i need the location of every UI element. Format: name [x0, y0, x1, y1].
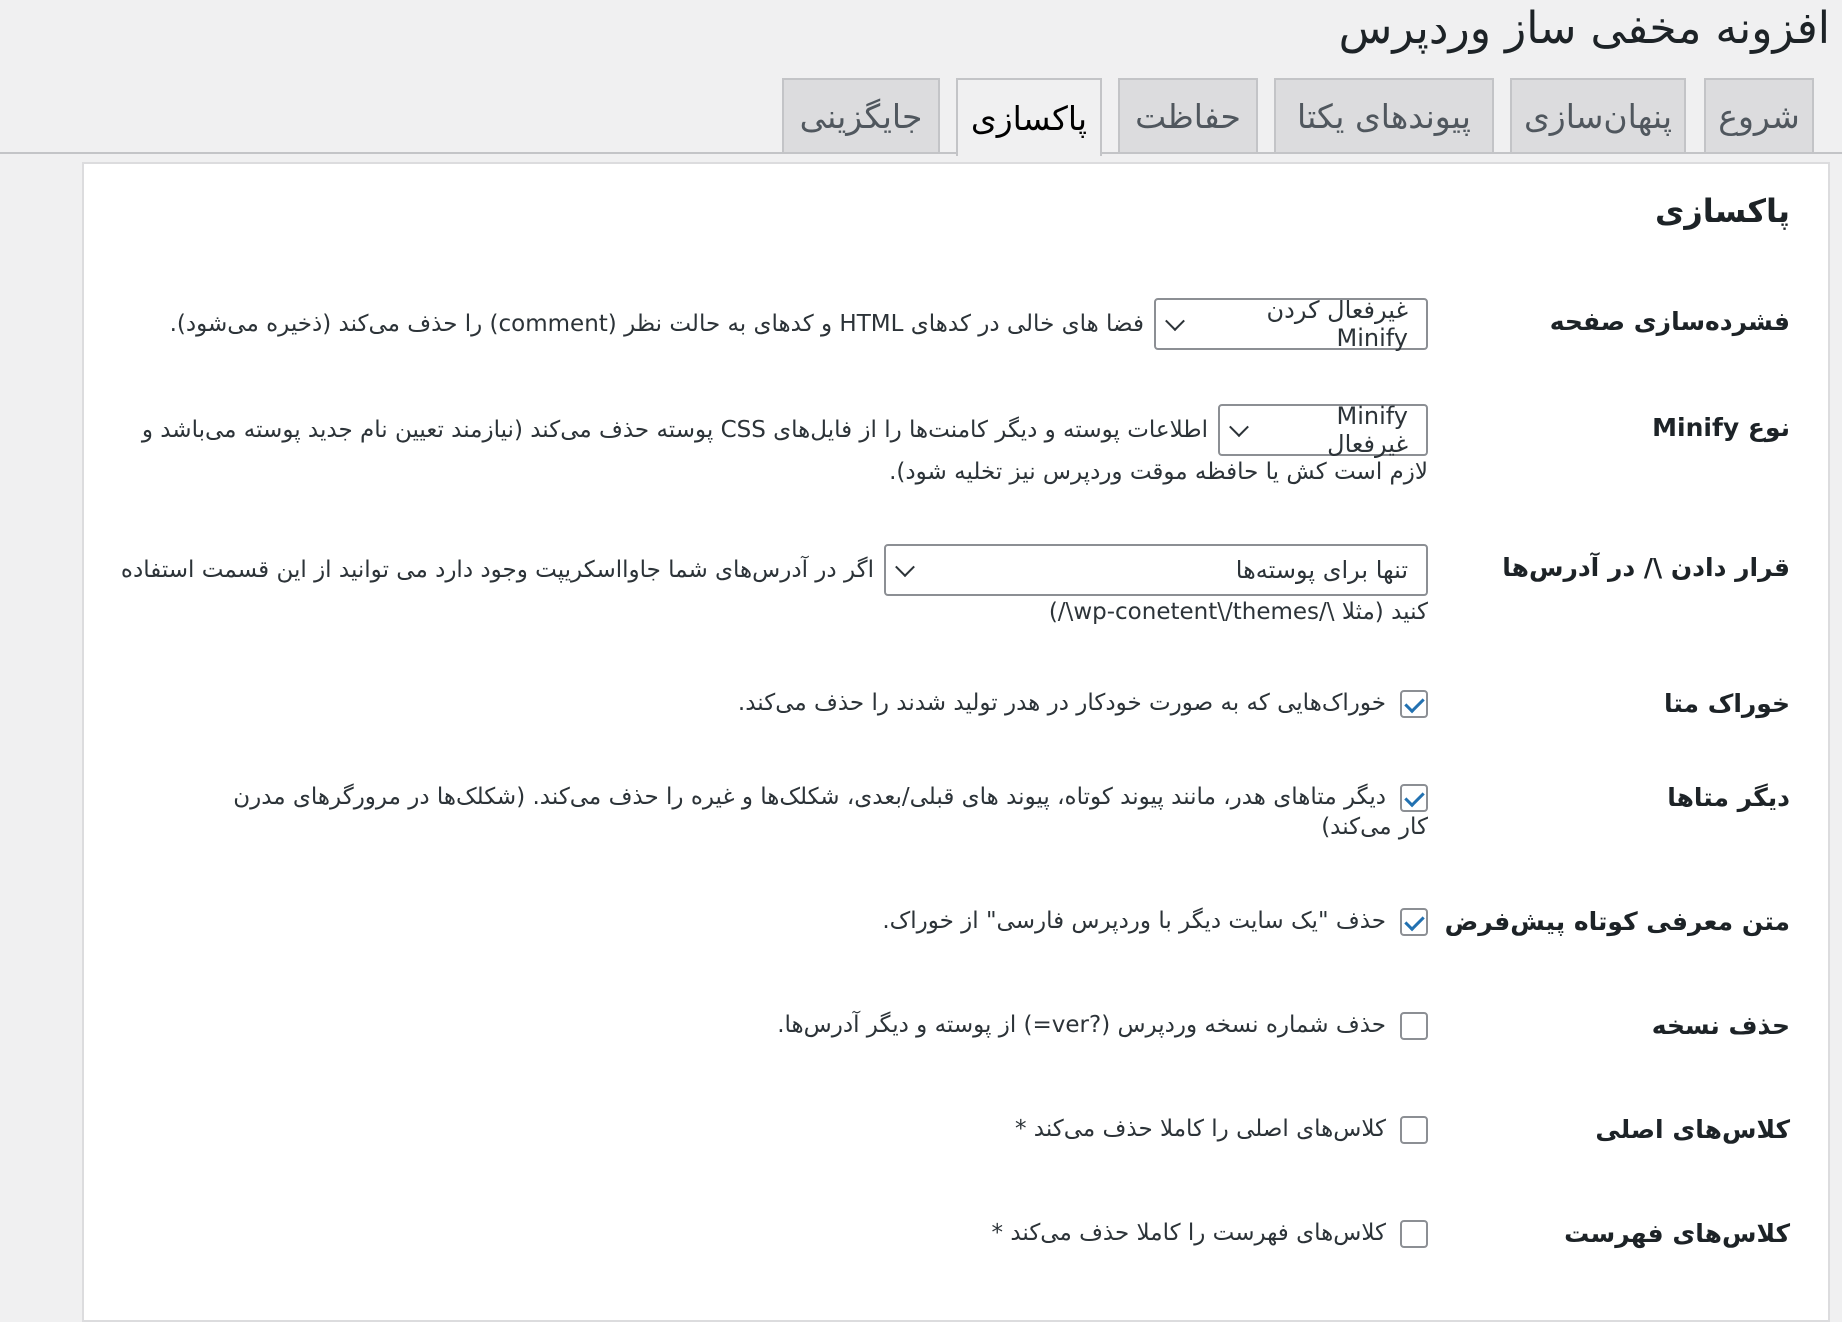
meta-feed-label: خوراک متا [1663, 689, 1790, 718]
remove-version-checkbox[interactable] [1400, 1012, 1428, 1040]
menu-classes-description: کلاس‌های فهرست را کاملا حذف می‌کند * [991, 1220, 1386, 1246]
default-tagline-description: حذف "یک سایت دیگر با وردپرس فارسی" از خوراک. [882, 908, 1386, 934]
tab-permalinks[interactable]: پیوندهای یکتا [1274, 78, 1494, 152]
default-tagline-label: متن معرفی کوتاه پیش‌فرض [1444, 907, 1790, 936]
default-tagline-checkbox[interactable] [1400, 908, 1428, 936]
remove-version-label: حذف نسخه [1651, 1011, 1790, 1040]
remove-version-description: حذف شماره نسخه وردپرس (?ver=) از پوسته و دیگر آدرس‌ها. [777, 1012, 1386, 1038]
page-compression-label: فشرده‌سازی صفحه [1549, 307, 1790, 336]
minify-type-description-line2: لازم است کش یا حافظه موقت وردپرس نیز تخلیه شود). [889, 459, 1428, 485]
body-classes-label: کلاس‌های اصلی [1595, 1115, 1790, 1144]
url-slash-label: قرار دادن \/ در آدرس‌ها [1502, 553, 1790, 582]
other-meta-description-line2: کار می‌کند) [1321, 814, 1428, 840]
other-meta-description-line1: دیگر متاهای هدر، مانند پیوند کوتاه، پیوند های قبلی/بعدی، شکلک‌ها و غیره را حذف می‌کند. (شکلک‌ها در مرورگرهای مدرن [233, 784, 1386, 810]
chevron-down-icon [1165, 311, 1185, 331]
chevron-down-icon [1229, 417, 1249, 437]
tab-bar [0, 78, 1842, 154]
minify-type-select[interactable] [1218, 404, 1428, 456]
body-classes-description: کلاس‌های اصلی را کاملا حذف می‌کند * [1014, 1116, 1386, 1142]
other-meta-label: دیگر متاها [1667, 783, 1790, 812]
page-compression-select-value: غیرفعال کردن Minify [1266, 296, 1408, 352]
url-slash-select[interactable] [884, 544, 1428, 596]
page-compression-select[interactable] [1154, 298, 1428, 350]
minify-type-label: نوع Minify [1652, 413, 1790, 442]
meta-feed-description: خوراک‌هایی که به صورت خودکار در هدر تولید شدند را حذف می‌کند. [737, 690, 1386, 716]
body-classes-checkbox[interactable] [1400, 1116, 1428, 1144]
page-title: افزونه مخفی ساز وردپرس [1338, 3, 1830, 54]
minify-type-select-value: Minify غیرفعال [1327, 402, 1408, 458]
url-slash-description-line2: کنید (مثلا \/wp-conetent\/themes\/) [1048, 599, 1428, 625]
other-meta-checkbox[interactable] [1400, 784, 1428, 812]
tab-replacement[interactable]: جایگزینی [782, 78, 940, 152]
chevron-down-icon [895, 557, 915, 577]
tab-start[interactable]: شروع [1704, 78, 1814, 152]
menu-classes-checkbox[interactable] [1400, 1220, 1428, 1248]
section-title: پاکسازی [1655, 192, 1790, 230]
tab-protection[interactable]: حفاظت [1118, 78, 1258, 152]
tab-cleanup[interactable]: پاکسازی [956, 78, 1102, 156]
minify-type-description-line1: اطلاعات پوسته و دیگر کامنت‌ها را از فایل‌های CSS پوسته حذف می‌کند (نیازمند تعیین نام جدید پوسته می‌باشد و [141, 417, 1208, 443]
menu-classes-label: کلاس‌های فهرست [1564, 1219, 1790, 1248]
settings-panel [82, 162, 1830, 1322]
url-slash-description-line1: اگر در آدرس‌های شما جاوااسکریپت وجود دارد می توانید از این قسمت استفاده [120, 557, 874, 583]
meta-feed-checkbox[interactable] [1400, 690, 1428, 718]
page-compression-description: فضا های خالی در کدهای HTML و کدهای به حالت نظر (comment) را حذف می‌کند (ذخیره می‌شود). [169, 311, 1144, 337]
url-slash-select-value: تنها برای پوسته‌ها [1235, 556, 1408, 584]
tab-hiding[interactable]: پنهان‌سازی [1510, 78, 1686, 152]
